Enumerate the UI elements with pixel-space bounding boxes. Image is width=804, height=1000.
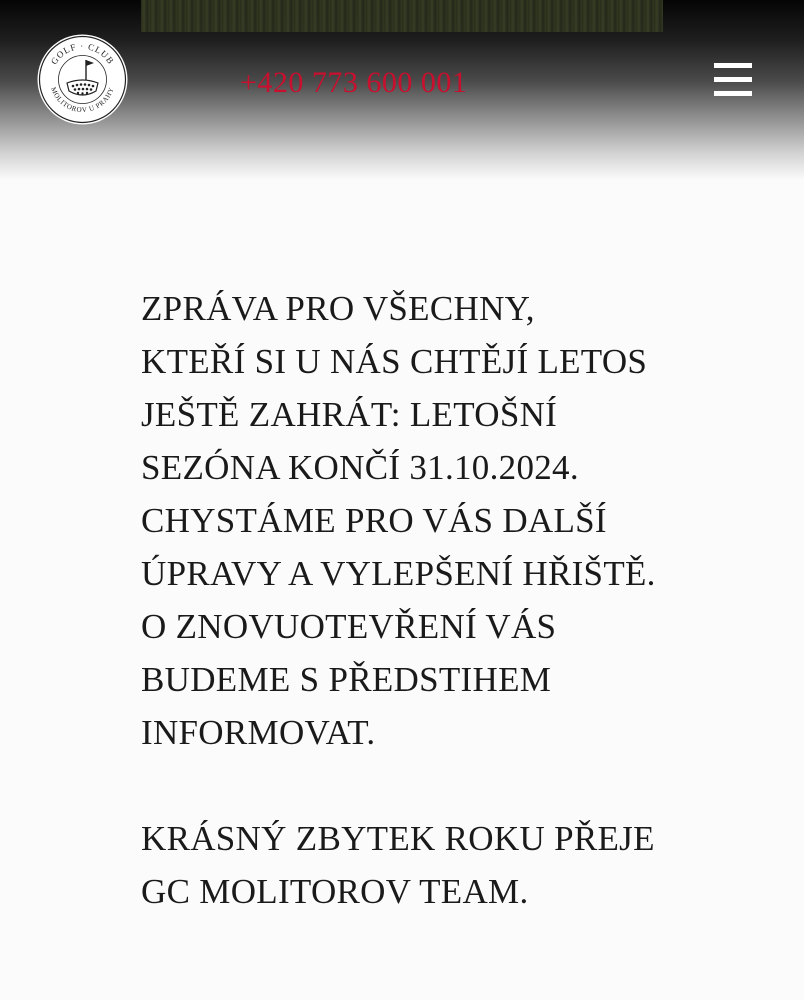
notice-line: KTEŘÍ SI U NÁS CHTĚJÍ LETOS — [141, 342, 648, 381]
golf-club-logo-icon — [36, 33, 129, 126]
logo-top-text: GOLF · CLUB — [48, 40, 117, 67]
notice-line: JEŠTĚ ZAHRÁT: LETOŠNÍ — [141, 395, 558, 434]
notice-line: ZPRÁVA PRO VŠECHNY, — [141, 289, 535, 328]
menu-bar — [714, 77, 752, 82]
notice-line: BUDEME S PŘEDSTIHEM — [141, 660, 552, 699]
site-header — [0, 0, 804, 180]
closing-line: KRÁSNÝ ZBYTEK ROKU PŘEJE — [141, 819, 655, 858]
hero-image-strip — [141, 0, 663, 32]
notice-line: ÚPRAVY A VYLEPŠENÍ HŘIŠTĚ. — [141, 554, 656, 593]
phone-link[interactable]: +420 773 600 001 — [240, 66, 468, 99]
menu-bar — [714, 91, 752, 96]
notice-line: SEZÓNA KONČÍ 31.10.2024. — [141, 448, 579, 487]
hamburger-menu-icon[interactable] — [710, 60, 756, 100]
main-content — [141, 282, 701, 918]
notice-line: CHYSTÁME PRO VÁS DALŠÍ — [141, 501, 607, 540]
notice-line: O ZNOVUOTEVŘENÍ VÁS — [141, 607, 557, 646]
season-notice — [141, 282, 701, 759]
notice-line: INFORMOVAT. — [141, 713, 376, 752]
club-logo[interactable] — [36, 33, 129, 126]
closing-greeting — [141, 812, 701, 918]
menu-bar — [714, 63, 752, 68]
logo-bottom-text: MOLITOROV U PRAHY — [49, 86, 116, 115]
closing-line: GC MOLITOROV TEAM. — [141, 872, 529, 911]
